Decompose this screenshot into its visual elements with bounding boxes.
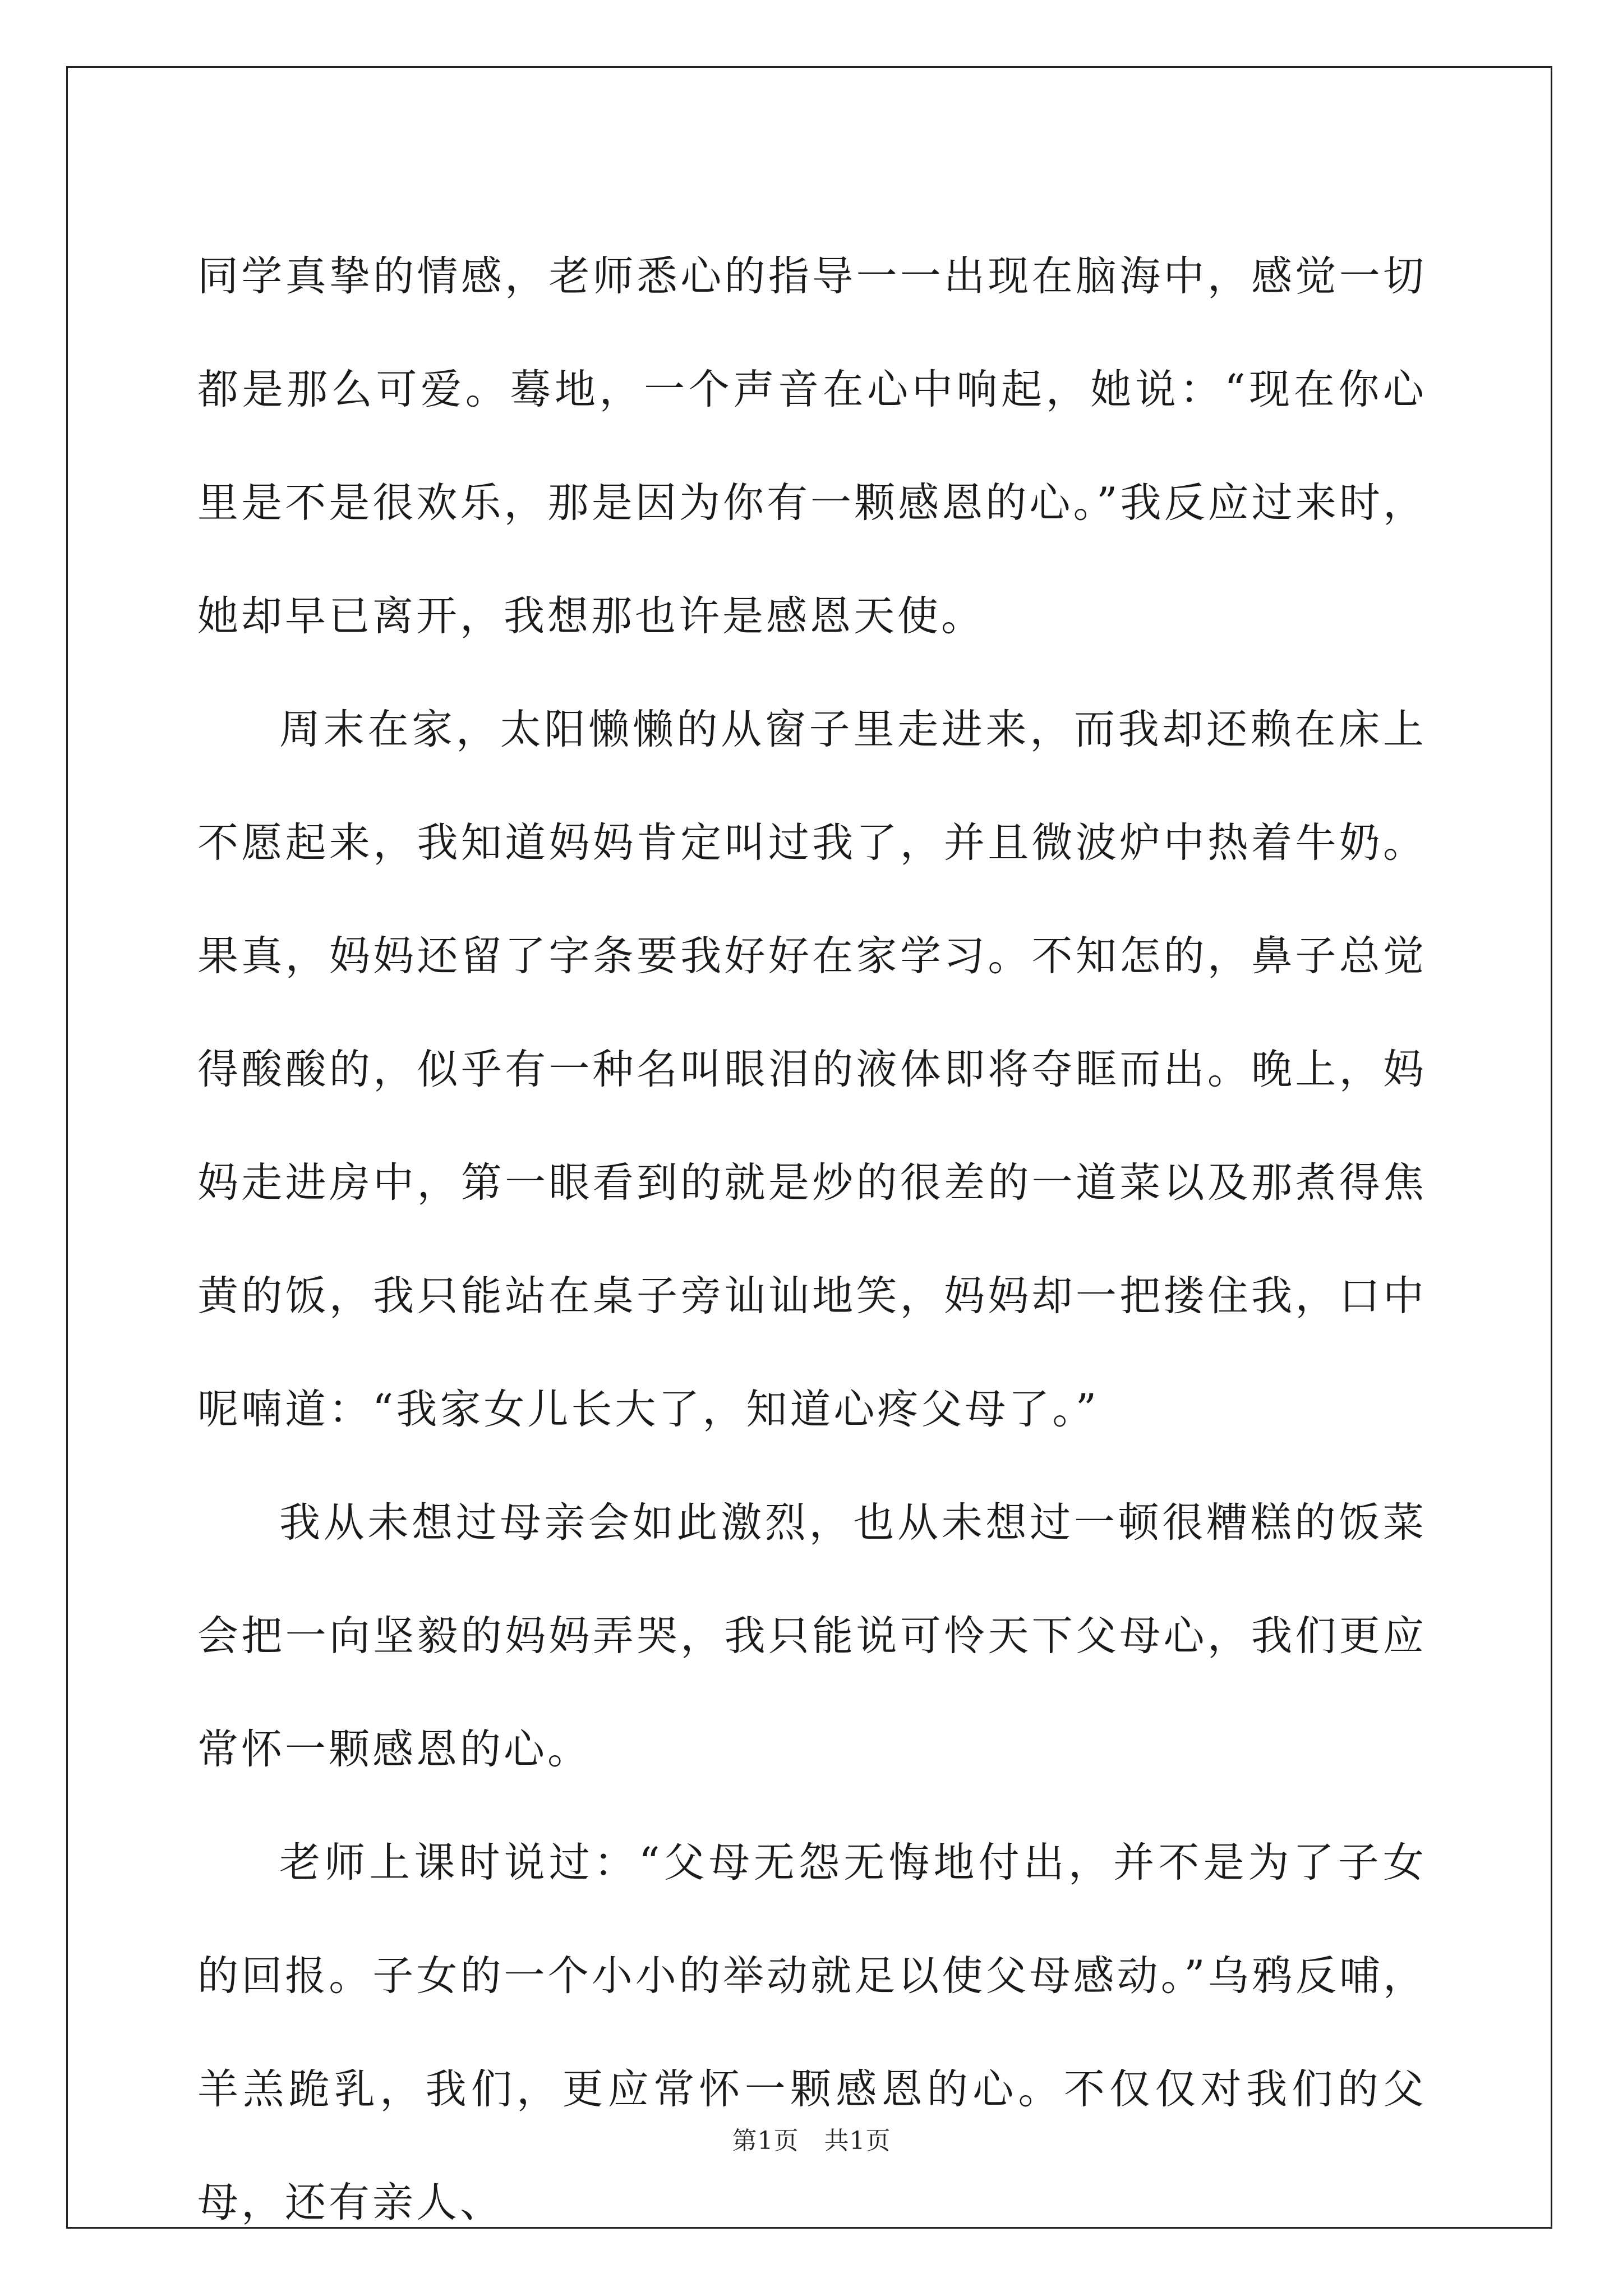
paragraph-3: 我从未想过母亲会如此激烈，也从未想过一顿很糟糕的饭菜会把一向坚毅的妈妈弄哭，我只能说可怜天下父母心，我们更应常怀一颗感恩的心。 [197,1499,1427,1773]
paragraph-4: 老师上课时说过：“父母无怨无悔地付出，并不是为了子女的回报。子女的一个小小的举动就足以使父母感动。”乌鸦反哺，羊羔跪乳，我们，更应常怀一颗感恩的心。不仅仅对我们的父母，还有亲人、 [197,1839,1427,2226]
paragraph-1: 同学真挚的情感，老师悉心的指导一一出现在脑海中，感觉一切都是那么可爱。蓦地，一个声音在心中响起，她说：“现在你心里是不是很欢乐，那是因为你有一颗感恩的心。”我反应过来时，她却早已离开，我想那也许是感恩天使。 [197,252,1427,640]
document-body [197,220,1427,2260]
page-number-footer: 第1页 共1页 [732,2127,891,2155]
paragraph-2: 周末在家，太阳懒懒的从窗子里走进来，而我却还赖在床上不愿起来，我知道妈妈肯定叫过我了，并且微波炉中热着牛奶。果真，妈妈还留了字条要我好好在家学习。不知怎的，鼻子总觉得酸酸的，似乎有一种名叫眼泪的液体即将夺眶而出。晚上，妈妈走进房中，第一眼看到的就是炒的很差的一道菜以及那煮得焦黄的饭，我只能站在桌子旁讪讪地笑，妈妈却一把搂住我，口中呢喃道：“我家女儿长大了，知道心疼父母了。” [197,706,1427,1433]
